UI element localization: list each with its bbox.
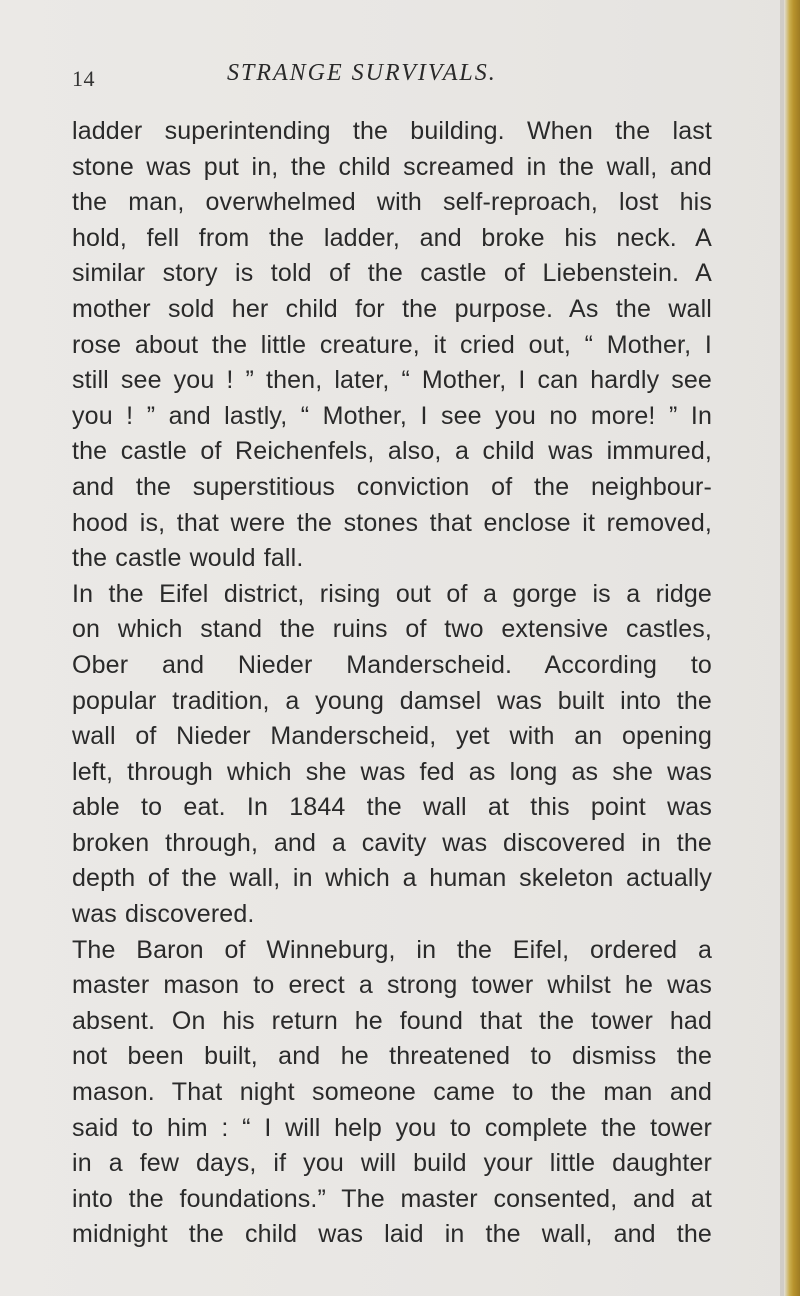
- page-header: [0, 60, 770, 94]
- text-line: mother sold her child for the purpose. As the wall: [72, 294, 712, 323]
- text-line: depth of the wall, in which a human skeleton actually: [72, 864, 712, 893]
- text-line: on which stand the ruins of two extensive castles,: [72, 615, 712, 644]
- text-line: popular tradition, a young damsel was built into the: [72, 686, 712, 715]
- text-line: In the Eifel district, rising out of a gorge is a ridge: [72, 579, 712, 608]
- text-line: the man, overwhelmed with self-reproach, lost his: [72, 188, 712, 217]
- text-line: still see you ! ” then, later, “ Mother, I can hardly see: [72, 366, 712, 395]
- text-line: midnight the child was laid in the wall, and the: [72, 1220, 712, 1249]
- text-line: and the superstitious conviction of the neighbour-: [72, 472, 712, 501]
- text-line: into the foundations.” The master consented, and at: [72, 1184, 712, 1213]
- running-head: STRANGE SURVIVALS.: [227, 60, 497, 86]
- text-line: left, through which she was fed as long as she was: [72, 757, 712, 786]
- text-line: said to him : “ I will help you to complete the tower: [72, 1113, 712, 1142]
- text-line: broken through, and a cavity was discovered in the: [72, 828, 712, 857]
- text-line: wall of Nieder Manderscheid, yet with an opening: [72, 722, 712, 751]
- text-line: the castle of Reichenfels, also, a child was immured,: [72, 437, 712, 466]
- page-number: 14: [72, 66, 95, 91]
- text-line: hold, fell from the ladder, and broke his neck. A: [72, 223, 712, 252]
- body-text: [72, 114, 712, 1253]
- text-line: the castle would fall.: [72, 544, 304, 573]
- text-line: The Baron of Winneburg, in the Eifel, ordered a: [72, 935, 712, 964]
- text-line: was discovered.: [72, 900, 255, 929]
- text-line: Ober and Nieder Manderscheid. According to: [72, 650, 712, 679]
- text-line: rose about the little creature, it cried out, “ Mother, I: [72, 330, 712, 359]
- text-line: mason. That night someone came to the man and: [72, 1078, 712, 1107]
- text-line: similar story is told of the castle of Liebenstein. A: [72, 259, 712, 288]
- text-line: absent. On his return he found that the tower had: [72, 1006, 712, 1035]
- text-line: hood is, that were the stones that enclose it removed,: [72, 508, 712, 537]
- text-line: in a few days, if you will build your little daughter: [72, 1149, 712, 1178]
- text-line: stone was put in, the child screamed in the wall, and: [72, 152, 712, 181]
- text-line: you ! ” and lastly, “ Mother, I see you no more! ” In: [72, 401, 712, 430]
- text-line: master mason to erect a strong tower whilst he was: [72, 971, 712, 1000]
- book-fore-edge: [784, 0, 800, 1296]
- text-line: able to eat. In 1844 the wall at this point was: [72, 793, 712, 822]
- text-line: not been built, and he threatened to dismiss the: [72, 1042, 712, 1071]
- text-line: ladder superintending the building. When the last: [72, 117, 712, 145]
